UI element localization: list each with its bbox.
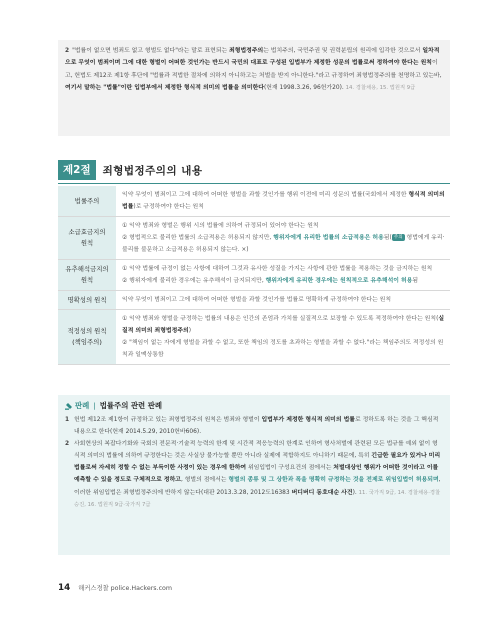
principle-row xyxy=(58,186,450,217)
text-run: ② 행위자에게 불리한 경우에는 유추해석이 금지되지만, xyxy=(122,278,266,284)
principle-row xyxy=(58,260,450,291)
bold-text: 일차적으로 무엇이 범죄이며 그에 대한 형벌이 어떠한 것인가는 반드시 국민의 대표로 구성된 입법부가 제정한 성문의 법률로써 정하여야 한다는 원칙 xyxy=(65,48,440,67)
text-run: , 이러한 위임입법은 죄형법정주의에 반하지 않는다(대판 2013.3.28, 2012도16383 xyxy=(74,477,441,496)
bold-text: 실질적 의미의 죄형법정주의 xyxy=(122,316,445,334)
principle-label-line: 원칙 xyxy=(80,239,94,247)
principle-line xyxy=(122,220,446,232)
text-run: 헌법 제12조 제1항이 규정하고 있는 죄형법정주의 원칙은 범죄와 형벌이 xyxy=(74,417,262,423)
principle-row xyxy=(58,291,450,310)
principle-label xyxy=(58,186,116,216)
principle-label-line: 원칙 xyxy=(80,276,94,284)
principle-content xyxy=(116,291,450,309)
text-run: (헌재 1998.3.26, 96헌가20). xyxy=(263,84,346,91)
principle-label xyxy=(58,310,116,364)
bold-text: 처벌대상인 행위가 어떠한 것이라고 이를 예측할 수 있을 정도로 구체적으로 정하고 xyxy=(74,465,439,484)
principle-content xyxy=(116,217,450,259)
exam-reference: 14. 경찰채용, 15. 법원직 9급 xyxy=(345,84,416,91)
principle-label-line: 유추해석금지의 xyxy=(65,265,109,273)
principle-content xyxy=(116,310,450,364)
principle-line xyxy=(122,275,446,287)
section-rule xyxy=(58,183,450,184)
note-body xyxy=(65,48,442,91)
principle-line xyxy=(122,263,446,275)
precedent-icon xyxy=(65,401,73,410)
principle-content xyxy=(116,260,450,290)
note-number: 2 xyxy=(65,48,70,54)
bold-text: 버디버디 동호대순 사건 xyxy=(291,489,353,496)
text-run: ) xyxy=(188,328,192,334)
principle-content xyxy=(116,186,450,216)
text-run: "법률이 없으면 범죄도 없고 형벌도 없다"라는 말로 표현되는 xyxy=(72,48,230,54)
principle-line xyxy=(122,313,446,337)
text-run: ① 익약 범죄와 형벌을 규정하는 법률의 내용은 인간의 존엄과 가치를 실질적으로 보장할 수 있도록 적정하여야 한다는 원칙( xyxy=(122,316,439,322)
text-run: 사회현상의 복잡다기화와 국회의 전문적·기술적 능력의 한계 및 시간적 적응능력의 한계로 인하여 형사처벌에 관련된 모든 법규를 예외 없이 형식적 의미의 법률에 의하여 규정한다는 것은 사실상 불가능할 뿐만 아니라 실제에 적합하지도 아니하기 때문에, 특히 xyxy=(74,441,438,460)
text-run: ① 익약 법률에 규정이 없는 사항에 대하여 그것과 유사한 성질을 가지는 사항에 관한 법률을 적용하는 것을 금지하는 원칙 xyxy=(122,266,433,272)
section-header xyxy=(58,160,203,180)
text-run: ② "책임이 없는 자에게 형벌을 과할 수 없고, 또한 책임의 정도를 초과하는 형벌을 과할 수 없다."라는 책임주의도 적정성의 원칙과 일맥상통함 xyxy=(122,340,444,358)
principle-line xyxy=(122,232,446,256)
precedent-tag: 판례 xyxy=(75,400,90,410)
bold-text: 긴급한 필요가 있거나 미리 법률로써 자세히 정할 수 없는 부득이한 사정이 있는 경우에 한하여 xyxy=(74,453,441,472)
note-chip: 주의 xyxy=(393,235,403,240)
precedent-item xyxy=(65,438,443,511)
precedent-item-number: 1 xyxy=(65,417,70,423)
principle-label xyxy=(58,217,116,259)
precedent-title: 법률주의 관련 판례 xyxy=(99,400,163,410)
highlight-text: 행위자에게 유리한 경우에는 원칙적으로 유추해석이 허용 xyxy=(265,278,413,284)
precedent-header xyxy=(65,399,443,411)
principle-line xyxy=(122,189,446,213)
principle-line xyxy=(122,337,446,361)
principles-table xyxy=(58,186,450,365)
text-run: 위임입법이 구성요건의 점에서는 xyxy=(246,465,334,472)
precedent-box xyxy=(58,395,450,555)
text-run: 됨( xyxy=(383,235,392,241)
section-tag: 제2절 xyxy=(58,160,96,180)
precedent-item xyxy=(65,414,443,438)
text-run: 형법에게 유리·불리를 불문하고 소급적용은 허용되지 않는다. ×) xyxy=(122,235,445,253)
precedent-item-body xyxy=(74,438,443,511)
highlight-text: 형벌의 종류 및 그 상한과 폭을 명확히 규정하는 것을 전제로 위임입법이 허용되며 xyxy=(228,477,439,484)
page-footer xyxy=(58,583,172,593)
text-run: 익약 무엇이 범죄이고 그에 대하여 어떠한 형벌을 과할 것인가를 행위 이전에 미리 성문의 법률(국회에서 제정한 xyxy=(122,192,409,198)
text-run: 됨 xyxy=(412,278,419,284)
principle-row xyxy=(58,217,450,260)
principle-label-line: 적정성의 원칙 xyxy=(67,327,107,335)
principle-label-line: 법률주의 xyxy=(74,196,100,205)
top-note-box xyxy=(58,40,450,136)
text-run: 는 법치주의, 국민주권 및 권력분립의 원리에 입각한 것으로서 xyxy=(263,48,423,54)
text-run: ). xyxy=(352,489,359,496)
text-run: , 형벌의 점에서는 xyxy=(181,477,229,484)
text-run: ① 익약 범죄와 형벌은 행위 시의 법률에 의하여 규정되어 있어야 한다는 원칙 xyxy=(122,223,319,229)
precedent-item-body xyxy=(74,414,443,438)
principle-row xyxy=(58,310,450,365)
exam-reference: 11. 국가직 9급, 14. 경찰채용·경찰승진, 16. 법원직 9급·국가직 7급 xyxy=(74,489,441,508)
bold-text: 죄형법정주의 xyxy=(229,48,264,54)
bold-text: 입법부가 제정한 형식적 의미의 법률 xyxy=(261,417,355,423)
precedent-list xyxy=(65,414,443,511)
page-number: 14 xyxy=(58,583,71,593)
bold-text: 여기서 말하는 "법률"이란 입법부에서 제정한 형식적 의미의 법률을 의미한다 xyxy=(65,84,264,91)
highlight-text: 행위자에게 유리한 법률의 소급적용은 허용 xyxy=(273,235,384,241)
precedent-divider: | xyxy=(93,400,96,410)
principle-label-line: 소급효금지의 xyxy=(68,228,106,236)
text-run: ② 형법적으로 불리한 법률의 소급적용은 허용되지 않지만, xyxy=(122,235,274,241)
principle-label-line: (책임주의) xyxy=(72,338,102,346)
principle-label-line: 명확성의 원칙 xyxy=(67,295,107,304)
precedent-item-number: 2 xyxy=(65,441,70,448)
text-run: 이고, 헌법도 제12조 제1항 후단에 "법률과 적법한 절차에 의하지 아니하고는 처벌을 받지 아니한다."라고 규정하여 죄형법정주의를 천명하고 있는바, xyxy=(65,60,442,79)
text-run: 익약 무엇이 범죄이고 그에 대하여 어떠한 형벌을 과할 것인가를 법률로 명확하게 규정하여야 한다는 원칙 xyxy=(122,297,392,303)
footer-text: 해커스경찰 police.Hackers.com xyxy=(78,585,173,592)
principle-line xyxy=(122,294,446,306)
section-title: 죄형법정주의의 내용 xyxy=(102,164,203,177)
principle-label xyxy=(58,291,116,309)
principle-label xyxy=(58,260,116,290)
bold-text: 형식적 의미의 법률 xyxy=(122,192,445,210)
text-run: 로 정하도록 하는 것을 그 핵심적 내용으로 한다(헌재 2014.5.29, 2010헌바606). xyxy=(74,417,439,436)
text-run: )로 규정하여야 한다는 원칙 xyxy=(133,204,204,210)
